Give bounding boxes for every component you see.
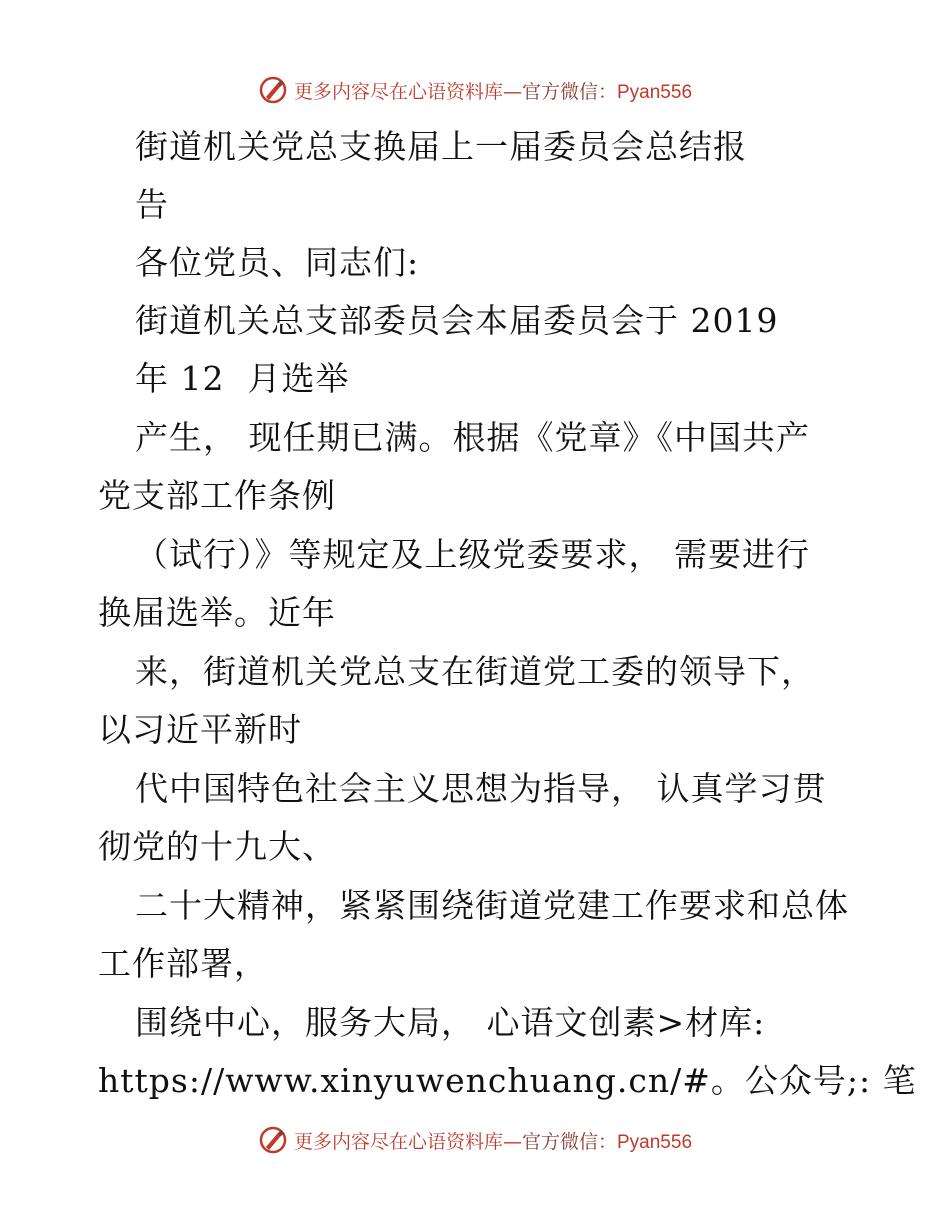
- header-banner-dash: —: [502, 80, 522, 103]
- footer-banner-dash: —: [502, 1130, 522, 1153]
- body-line-8: 以习近平新时: [98, 710, 302, 749]
- pen-logo-icon: [258, 75, 288, 105]
- header-banner-wechat-id: Pyan556: [617, 81, 693, 103]
- footer-banner-wechat-id: Pyan556: [617, 1131, 693, 1153]
- body-line-12: 工作部署，: [98, 944, 268, 983]
- body-line-11: 二十大精神，紧紧围绕街道党建工作要求和总体: [135, 886, 849, 925]
- header-watermark-banner: [0, 70, 950, 110]
- header-banner-slogan: 更多内容尽在心语资料库: [293, 80, 503, 103]
- footer-watermark-banner: [0, 1120, 950, 1160]
- header-banner-official-label: 官方微信：: [521, 80, 617, 103]
- body-line-6: 换届选举。近年: [98, 593, 336, 632]
- body-line-4: 党支部工作条例: [98, 476, 336, 515]
- body-line-13: 围绕中心，服务大局， 心语文创素>材库:: [135, 1003, 766, 1042]
- body-line-2: 年 12 月选举: [135, 359, 350, 398]
- footer-banner-text: [294, 1127, 692, 1154]
- footer-banner-official-label: 官方微信：: [521, 1130, 617, 1153]
- body-line-3: 产生， 现任期已满。根据《党章》《中国共产: [135, 418, 810, 457]
- salutation-line: 各位党员、同志们:: [135, 243, 420, 282]
- body-line-14: https://www.xinyuwenchuang.cn/#。公众号;: 笔: [98, 1061, 917, 1100]
- footer-banner-slogan: 更多内容尽在心语资料库: [293, 1130, 503, 1153]
- title-line-2: 告: [135, 185, 169, 224]
- body-line-1: 街道机关总支部委员会本届委员会于 2019: [135, 301, 779, 340]
- body-line-10: 彻党的十九大、: [98, 827, 336, 866]
- pen-logo-icon: [258, 1125, 288, 1155]
- body-line-7: 来，街道机关党总支在街道党工委的领导下，: [135, 652, 815, 691]
- body-line-5: （试行）》等规定及上级党委要求， 需要进行: [135, 535, 810, 574]
- title-line-1: 街道机关党总支换届上一届委员会总结报: [135, 127, 747, 166]
- header-banner-text: [294, 77, 692, 104]
- body-line-9: 代中国特色社会主义思想为指导， 认真学习贯: [135, 769, 827, 808]
